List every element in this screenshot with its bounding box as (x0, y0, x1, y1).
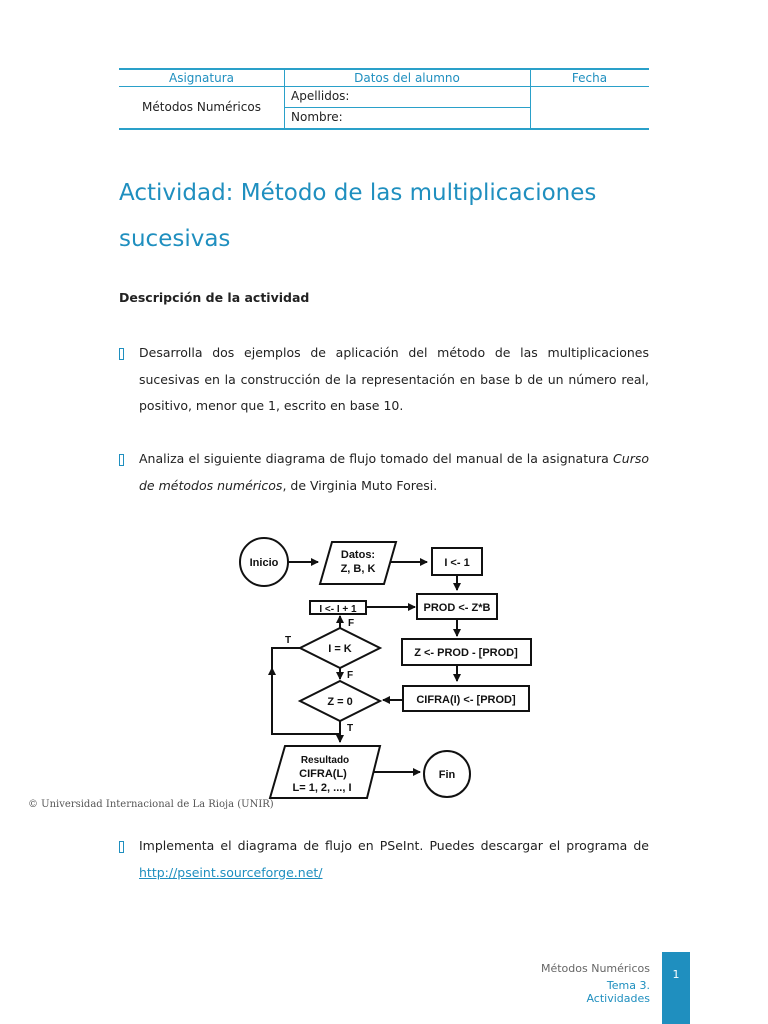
apellidos-field: Apellidos: (291, 89, 350, 103)
flow-label: Resultado (300, 755, 350, 766)
flow-label: PROD <- Z*B (423, 602, 491, 614)
list-item-text (139, 446, 649, 499)
flow-label: CIFRA(L) (299, 768, 347, 780)
flow-label: F (346, 670, 354, 681)
flow-label: Z, B, K (340, 563, 376, 575)
flow-label: T (346, 723, 354, 734)
text-span: Analiza el siguiente diagrama de flujo tomado del manual de la asignatura (139, 451, 614, 466)
text-span: , de Virginia Muto Foresi. (282, 477, 438, 493)
list-item-text (139, 833, 649, 886)
bullet-icon (119, 348, 124, 360)
table-bottom-rule (119, 128, 649, 130)
flow-label: F (347, 618, 355, 629)
header-table (119, 68, 649, 130)
pseint-link[interactable]: http://pseint.sourceforge.net/ (139, 864, 323, 880)
flow-label: CIFRA(I) <- [PROD] (416, 694, 516, 706)
page-number-box (662, 952, 690, 1024)
table-inner-rule (284, 107, 530, 108)
flow-label: Fin (438, 769, 456, 781)
flow-label: T (284, 635, 292, 646)
flow-label: Inicio (249, 557, 279, 569)
flow-label: L= 1, 2, ..., I (292, 782, 352, 794)
flow-line (272, 648, 300, 676)
bullet-icon (119, 841, 124, 853)
copyright-notice: © Universidad Internacional de La Rioja (UNIR) (28, 799, 274, 810)
list-item-text: Desarrolla dos ejemplos de aplicación del método de las multiplicaciones sucesivas en la construcción de la representación en base b de un número real, positivo, menor que 1, escrito en base 10. (139, 345, 649, 413)
nombre-field: Nombre: (291, 110, 343, 124)
page-number: 1 (672, 968, 680, 981)
book-title: Curso de métodos numéricos (139, 451, 649, 493)
flow-label: Z <- PROD - [PROD] (414, 647, 518, 659)
footer-subject: Métodos Numéricos (540, 962, 650, 975)
flow-label: Datos: (340, 549, 376, 561)
col-head-datos: Datos del alumno (354, 71, 460, 85)
flow-label: I <- I + 1 (319, 604, 357, 615)
page-title (119, 170, 639, 262)
title-line: Actividad: Método de las multiplicaciones (119, 180, 597, 206)
flow-label: I <- 1 (444, 557, 470, 569)
footer-topic: Tema 3. Actividades (586, 979, 650, 1005)
bullet-icon (119, 454, 124, 466)
col-head-fecha: Fecha (571, 71, 608, 85)
section-heading: Descripción de la actividad (119, 290, 310, 305)
title-line: sucesivas (119, 226, 231, 252)
subject-cell: Métodos Numéricos (142, 100, 261, 114)
flow-label: Z = 0 (327, 696, 353, 708)
flowchart-diagram (230, 528, 540, 808)
col-head-asignatura: Asignatura (169, 71, 234, 85)
text-span: Implementa el diagrama de flujo en PSeInt. Puedes descargar el programa de (139, 838, 649, 853)
flow-label: I = K (328, 643, 352, 655)
